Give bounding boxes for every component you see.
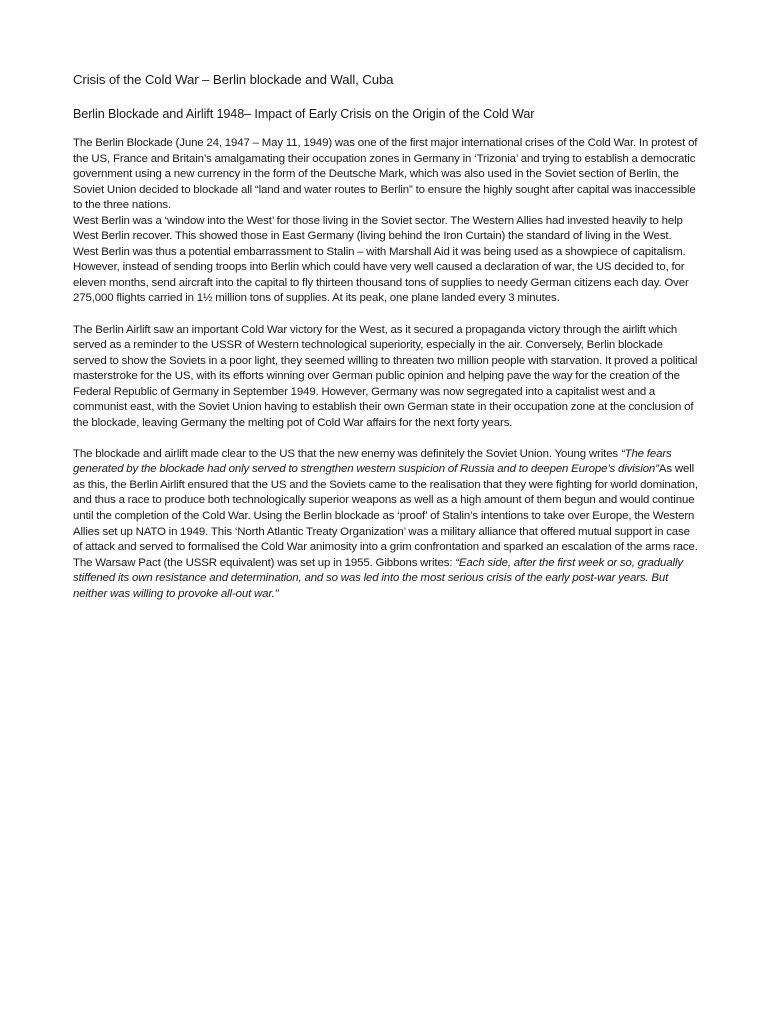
- paragraph-gap: [73, 431, 698, 447]
- gibbons-quote: “Each side, after the first week or so, gradually stiffened its own resistance and determination, and so was led into the most serious crisis of the early post-war years. But neither was willing to provoke all-out war.”: [73, 556, 683, 600]
- document-subtitle: Berlin Blockade and Airlift 1948– Impact of Early Crisis on the Origin of the Cold War: [73, 107, 535, 121]
- paragraph-4-text-b: As well as this, the Berlin Airlift ensured that the US and the Soviets came to the realisation that they were fighting for world domination, and thus a race to produce both technologically superior weapons as well as a high amount of them begun and would continue until the completion of the Cold War. Using the Berlin blockade as ‘proof’ of Stalin’s intentions to take over Europe, the Western Allies set up NATO in 1949. This ‘North Atlantic Treaty Organization’ was a military alliance that offered mutual support in case of attack and served to formalised the Cold War animosity into a grim confrontation and sparked an escalation of the arms race. The Warsaw Pact (the USSR equivalent) was set up in 1955. Gibbons writes:: [73, 463, 698, 569]
- young-quote: “The fears generated by the blockade had only served to strengthen western suspicion of Russia and to deepen Europe’s division”: [73, 447, 672, 476]
- paragraph-3: The Berlin Airlift saw an important Cold War victory for the West, as it secured a propaganda victory through the airlift which served as a reminder to the USSR of Western technological superiority, especially in the air. Conversely, Berlin blockade served to show the Soviets in a poor light, they seemed willing to threaten two million people with starvation. It proved a political masterstroke for the US, with its efforts winning over German public opinion and helping pave the way for the creation of the Federal Republic of Germany in September 1949. However, Germany was now segregated into a capitalist west and a communist east, with the Soviet Union having to establish their own German state in their occupation zone at the conclusion of the blockade, leaving Germany the melting pot of Cold War affairs for the next forty years.: [73, 323, 698, 429]
- document-title: Crisis of the Cold War – Berlin blockade and Wall, Cuba: [73, 72, 394, 87]
- paragraph-1: The Berlin Blockade (June 24, 1947 – May 11, 1949) was one of the first major international crises of the Cold War. In protest of the US, France and Britain’s amalgamating their occupation zones in Germany in ‘Trizonia’ and trying to establish a democratic government using a new currency in the form of the Deutsche Mark, which was also used in the Soviet section of Berlin, the Soviet Union decided to blockade all “land and water routes to Berlin” to ensure the highly sought after capital was inaccessible to the three nations.: [73, 137, 698, 212]
- paragraph-2: West Berlin was a ‘window into the West’ for those living in the Soviet sector. The Western Allies had invested heavily to help West Berlin recover. This showed those in East Germany (living behind the Iron Curtain) the standard of living in the West. West Berlin was thus a potential embarrassment to Stalin – with Marshall Aid it was being used as a showpiece of capitalism. However, instead of sending troops into Berlin which could have very well caused a declaration of war, the US decided to, for eleven months, send aircraft into the capital to fly thirteen thousand tons of supplies to needy German citizens each day. Over 275,000 flights carried in 1½ million tons of supplies. At its peak, one plane landed every 3 minutes.: [73, 214, 689, 305]
- paragraph-gap: [73, 307, 698, 323]
- paragraph-4-text-a: The blockade and airlift made clear to the US that the new enemy was definitely the Soviet Union. Young writes: [73, 447, 621, 460]
- paragraph-4: [73, 447, 698, 602]
